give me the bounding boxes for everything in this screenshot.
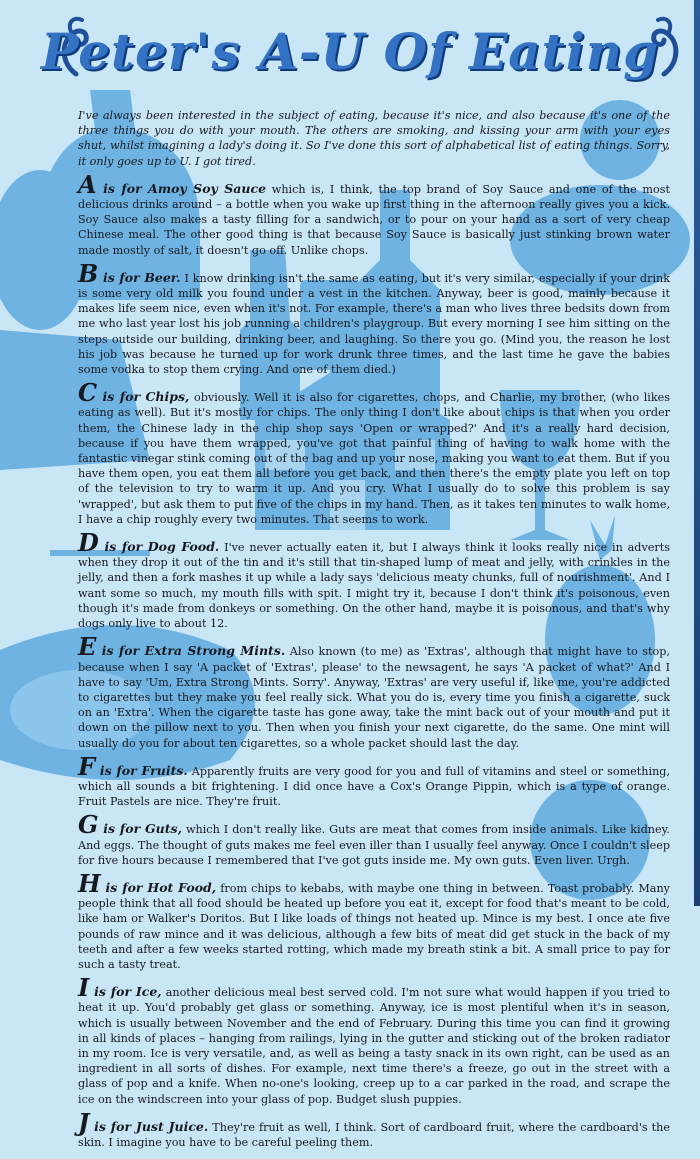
entry-j: [78, 1107, 670, 1150]
entry-heading: is for Hot Food,: [100, 879, 217, 895]
article-body: [78, 108, 670, 1159]
entry-e: [78, 632, 670, 750]
entry-letter: C: [78, 378, 98, 408]
entry-g: [78, 810, 670, 868]
entry-d: [78, 528, 670, 631]
entry-text: I've never actually eaten it, but I always think it looks really nice in adverts when they drop it out of the tin and it's still that tin-shaped lump of meat and jelly, with crinkles in the jelly, and then a fork mashes it up while a lady says 'delicious meaty chunks, full of nourishment'. And I want some so much, my mouth fills with spit. I might try it, because I don't think it's poisonous, even though it's made from donkeys or something. On the other hand, maybe it is poisonous, and that's why dogs only live to about 12.: [78, 541, 670, 631]
intro-paragraph: I've always been interested in the subject of eating, because it's nice, and also because it's one of the three things you do with your mouth. The others are smoking, and kissing your arm with your eyes shut, whilst imagining a lady's doing it. So I've done this sort of alphabetical list of eating things. Sorry, it only goes up to U. I got tired.: [78, 109, 670, 168]
entry-letter: D: [78, 528, 99, 558]
entry-heading: is for Beer.: [98, 269, 181, 285]
entry-b: [78, 258, 671, 377]
entry-heading: is for Ice,: [89, 984, 162, 1000]
page-edge: [694, 0, 700, 906]
entry-text: which is, I think, the top brand of Soy Sauce and one of the most delicious drinks around – a bottle when you wake up first thing in the afternoon really gives you a kick. Soy Sauce also makes a tasty filling for a sandwich, or to pour on your hand as a sort of very cheap Chinese meal. The other good thing is that because Soy Sauce is basically just stinking brown water made mostly of salt, it doesn't go off. Unlike chops.: [78, 182, 670, 257]
entry-letter: F: [78, 751, 96, 781]
entry-text: Apparently fruits are very good for you and full of vitamins and steel or something, which all sounds a bit frightening. I did once have a Cox's Orange Pippin, which is a type of orange. Fruit Pastels are nice. They're fruit.: [78, 764, 671, 809]
entry-heading: is for Dog Food.: [98, 539, 220, 555]
entry-heading: is for Extra Strong Mints.: [96, 643, 286, 659]
entry-letter: I: [78, 973, 90, 1003]
entry-heading: is for Chips,: [97, 389, 190, 405]
entry-letter: G: [78, 810, 99, 840]
entry-text: obviously. Well it is also for cigarettes, chops, and Charlie, my brother, (who likes eating as well). But it's mostly for chips. The only thing I don't like about chips is that when you order them, the Chinese lady in the chip shop says 'Open or wrapped?' And it's a really hard decision, because if you have them wrapped, you've got that painful thing of having to walk home with the fantastic vinegar stink coming out of the bag and up your nose, making you want to eat them. But if you have them open, you eat them all before you get back, and then there's the empty plate you left on top of the television to try to warm it up. And you cry. What I usually do to solve this problem is say 'wrapped', but ask them to put five of the chips in my hand. Then, as it takes ten minutes to walk home, I have a chip roughly every two minutes. That seems to work.: [78, 391, 670, 526]
entry-text: another delicious meal best served cold. I'm not sure what would happen if you tried to heat it up. You'd probably get glass or something. Anyway, ice is most plentiful when it's in season, which is usually between November and the end of February. During this time you can find it growing in all kinds of places – hanging from railings, lying in the gutter and sticking out of the broken radiator in my room. Ice is very versatile, and, as well as being a tasty snack in its own right, can be used as an ingredient in all sorts of dishes. For example, next time there's a freeze, go out in the street with a glass of pop and a knife. When no-one's looking, creep up to a car parked in the road, and scrape the ice on the windscreen into your glass of pop. Budget slush puppies.: [78, 986, 670, 1106]
entry-letter: J: [78, 1107, 90, 1137]
entry-heading: is for Guts,: [98, 821, 182, 837]
entry-text: I know drinking isn't the same as eating, but it's very similar, especially if your drink is some very old milk you found under a vest in the kitchen. Anyway, beer is good, mainly because it makes life seem nice, even when it's not. For example, there's a man who lives three bedsits down from me who last year lost his job running a children's playgroup. But every morning I see him sitting on the steps outside our building, drinking beer, and laughing. So there you go. (Mind you, the reason he lost his job was because he turned up for work drunk three times, and the last time he gave the babies some vodka to stop them crying. And one of them died.): [78, 271, 671, 377]
entry-text: They're fruit as well, I think. Sort of cardboard fruit, where the cardboard's the skin. I imagine you have to be careful peeling them.: [78, 1120, 670, 1149]
entry-a: [78, 169, 670, 258]
entry-f: [78, 751, 671, 810]
entry-letter: A: [78, 169, 97, 199]
entry-c: [78, 378, 670, 527]
entry-text: which I don't really like. Guts are meat that comes from inside animals. Like kidney. And eggs. The thought of guts makes me feel even iller than I usually feel anyway. Once I couldn't sleep for five hours because I remembered that I've got guts inside me. My own guts. Even liver. Urgh.: [78, 823, 670, 867]
page-title: Peter's A-U Of Eating: [40, 22, 660, 81]
entry-h: [78, 868, 670, 972]
entry-heading: is for Amoy Soy Sauce: [96, 180, 267, 196]
entry-i: [78, 973, 670, 1107]
entry-text: Also known (to me) as 'Extras', although that might have to stop, because when I say 'A packet of 'Extras', please' to the newsagent, he says 'A packet of what?' And I have to say 'Um, Extra Strong Mints. Sorry'. Anyway, 'Extras' are very useful if, like me, you're addicted to cigarettes but they make you feel really sick. What you do is, every time you finish a cigarette, suck on an 'Extra'. When the cigarette taste has gone away, take the mint back out of your mouth and put it down on the pillow next to you. Then when you finish your next cigarette, do the same. One mint will usually do you for about ten cigarettes, so a whole packet should last the day.: [78, 645, 670, 750]
entry-letter: B: [78, 258, 99, 288]
entry-letter: H: [78, 868, 101, 898]
entry-text: from chips to kebabs, with maybe one thing in between. Toast probably. Many people think that all food should be heated up before you eat it, except for food that's meant to be cold, like ham or Walker's Doritos. But I like loads of things not heated up. Mince is my best. I once ate five pounds of raw mince and it was delicious, although a few bits of meat did get stuck in the back of my teeth and after a few weeks started rotting, which made my breath stink a bit. A small price to pay for such a tasty treat.: [78, 881, 670, 971]
entry-letter: E: [78, 632, 97, 662]
entry-heading: is for Just Juice.: [89, 1118, 209, 1134]
entry-heading: is for Fruits.: [95, 762, 188, 778]
